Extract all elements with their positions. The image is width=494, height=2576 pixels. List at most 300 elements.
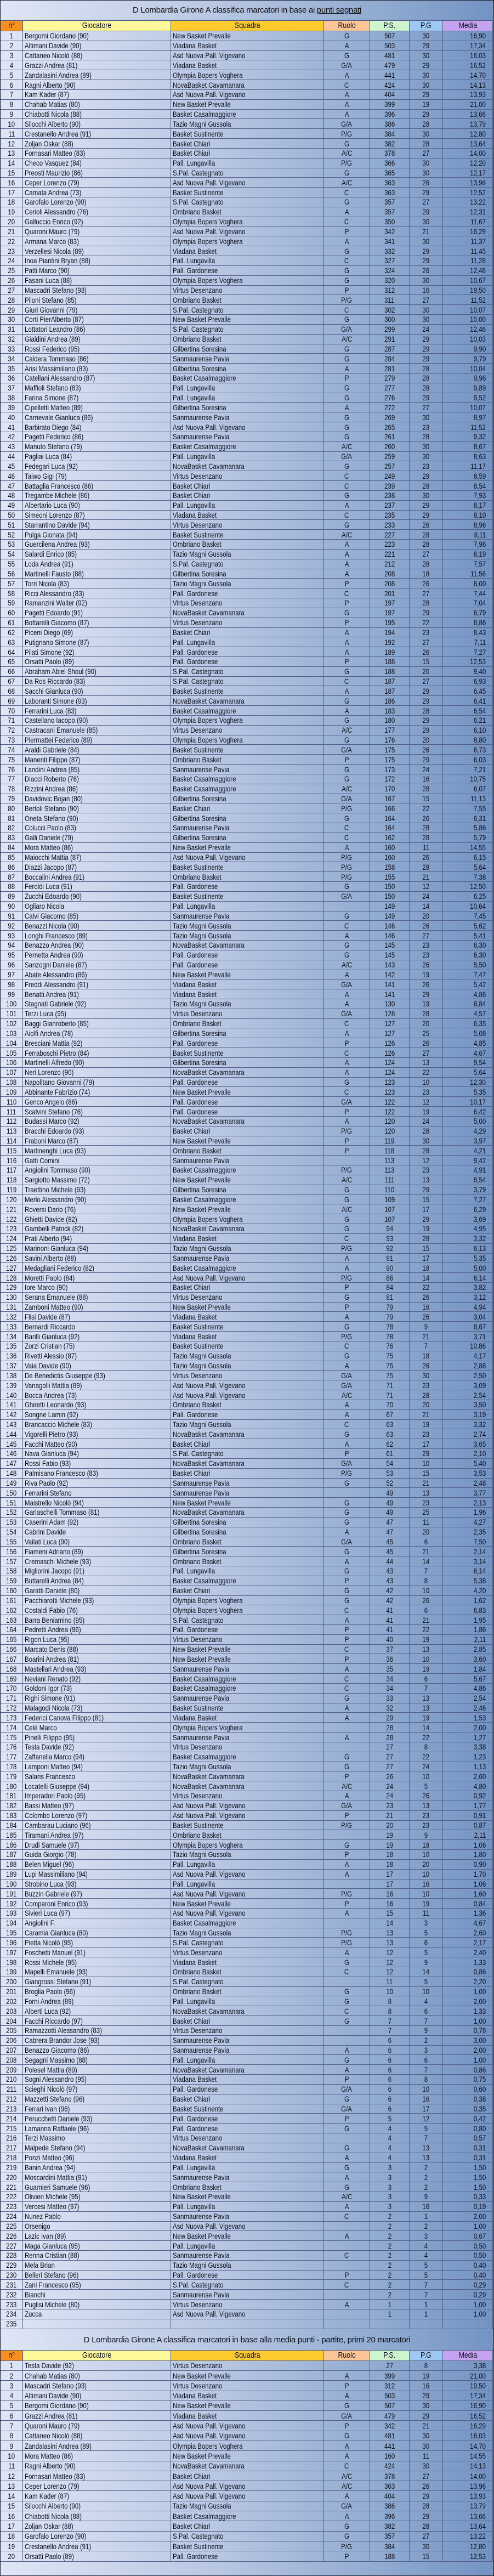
average-cell: 6,73	[443, 745, 493, 755]
team-cell: Tazio Magni Gussola	[171, 1419, 324, 1429]
games-cell: 29	[410, 41, 443, 50]
average-cell: 10,75	[443, 774, 493, 784]
rank-cell: 51	[1, 520, 23, 530]
points-cell: 75	[370, 1361, 410, 1371]
team-cell: NovaBasket Cavamanara	[171, 608, 324, 618]
points-cell: 37	[370, 1644, 410, 1654]
games-cell: 26	[410, 1595, 443, 1605]
team-cell: Ombriano Basket	[171, 540, 324, 550]
player-cell: Rossi Federico (95)	[23, 344, 171, 354]
average-cell: 1,13	[443, 1762, 493, 1771]
team-cell: NovaBasket Cavamanara	[171, 1458, 324, 1468]
rank-cell: 1	[1, 31, 23, 41]
games-cell: 27	[410, 403, 443, 412]
team-cell: Pall. Gardonese	[171, 2270, 324, 2280]
games-cell: 16	[410, 285, 443, 295]
points-cell: 167	[370, 794, 410, 803]
average-cell: 4,27	[443, 1517, 493, 1527]
games-cell: 24	[410, 1762, 443, 1771]
header-media: Media	[443, 2350, 493, 2360]
player-cell: Caldera Tommaso (86)	[23, 354, 171, 364]
player-cell: Torri Nicola (83)	[23, 579, 171, 588]
points-cell: 6	[370, 2065, 410, 2075]
games-cell: 19	[410, 1224, 443, 1234]
team-cell: Pall. Lungavilla	[171, 901, 324, 911]
role-cell: G	[324, 1194, 370, 1204]
points-cell: 2	[370, 2231, 410, 2241]
team-cell: Basket Sustinente	[171, 188, 324, 197]
points-cell: 384	[370, 129, 410, 139]
player-cell: Battaglia Francesco (86)	[23, 481, 171, 491]
games-cell: 29	[410, 334, 443, 344]
average-cell: 17,34	[443, 41, 493, 50]
header-ruolo: Ruolo	[324, 21, 370, 31]
team-cell: Asd Nuova Pall. Vigevano	[171, 2309, 324, 2319]
points-cell: 47	[370, 1527, 410, 1537]
average-cell: 10,86	[443, 1341, 493, 1351]
rank-cell: 136	[1, 1351, 23, 1361]
average-cell: 3,97	[443, 1136, 493, 1146]
games-cell: 19	[410, 999, 443, 1009]
role-cell: P/G	[324, 1468, 370, 1478]
team-cell: Olympia Bopers Voghera	[171, 1723, 324, 1733]
games-cell: 10	[410, 1869, 443, 1879]
team-cell: Basket Chiari	[171, 139, 324, 149]
team-cell: Basket Casalmaggiore	[171, 109, 324, 119]
team-cell: S.Pal. Castegnato	[171, 676, 324, 686]
games-cell: 30	[410, 80, 443, 90]
rank-cell: 226	[1, 2231, 23, 2241]
points-cell: 272	[370, 403, 410, 412]
role-cell: A	[324, 207, 370, 217]
player-cell: Garofalo Lorenzo (90)	[23, 2531, 171, 2541]
team-cell: Viadana Basket	[171, 2075, 324, 2085]
player-cell: Pacchiarotti Michele (93)	[23, 1595, 171, 1605]
player-cell: Crestanello Andrea (91)	[23, 2541, 171, 2551]
average-cell: 3,12	[443, 1292, 493, 1302]
average-cell: 14,13	[443, 80, 493, 90]
rank-cell: 199	[1, 1967, 23, 1977]
player-cell: Mora Matteo (86)	[23, 842, 171, 852]
team-cell: Pall. Lungavilla	[171, 1566, 324, 1576]
average-cell: 4,21	[443, 1146, 493, 1156]
player-cell: Crestanello Andrea (91)	[23, 129, 171, 139]
team-cell: Gilbertina Soresina	[171, 1547, 324, 1556]
games-cell: 7	[410, 1683, 443, 1693]
player-cell: Gatti Comini	[23, 1156, 171, 1165]
player-cell: Davidovic Bojan (80)	[23, 794, 171, 803]
points-cell: 363	[370, 188, 410, 197]
team-cell: Gilbertina Soresina	[171, 1057, 324, 1067]
player-cell: Gambelli Patrick (82)	[23, 1224, 171, 1234]
team-cell: Viadana Basket	[171, 246, 324, 256]
rank-cell: 19	[1, 2541, 23, 2551]
player-cell: Pilati Simone (92)	[23, 647, 171, 657]
role-cell: G	[324, 31, 370, 41]
role-cell: A/C	[324, 178, 370, 188]
games-cell: 15	[410, 1194, 443, 1204]
rank-cell: 67	[1, 676, 23, 686]
rank-cell: 121	[1, 1204, 23, 1214]
role-cell: P	[324, 1038, 370, 1048]
rank-cell: 44	[1, 451, 23, 461]
role-cell: P	[324, 1899, 370, 1909]
role-cell: A	[324, 236, 370, 246]
games-cell: 29	[410, 510, 443, 520]
games-cell: 14	[410, 901, 443, 911]
average-cell: 8,59	[443, 471, 493, 481]
rank-cell: 153	[1, 1517, 23, 1527]
team-cell: Pall. Lungavilla	[171, 158, 324, 168]
role-cell: G	[324, 246, 370, 256]
team-cell: Basket Chiari	[171, 627, 324, 637]
player-cell: Alberti Luca (92)	[23, 2006, 171, 2016]
role-cell: A	[324, 549, 370, 559]
role-cell: C	[324, 676, 370, 686]
team-cell: Olympia Bopers Voghera	[171, 236, 324, 246]
player-cell: Cipelletti Matteo (89)	[23, 403, 171, 412]
rank-cell: 13	[1, 2481, 23, 2491]
player-cell: Rigon Luca (95)	[23, 1634, 171, 1644]
table2-title: D Lombardia Girone A classifica marcatori in base alla media punti - partite, primi 20 marcatori	[0, 2329, 494, 2350]
rank-cell: 141	[1, 1400, 23, 1409]
points-cell: 16	[370, 1889, 410, 1899]
average-cell: 4,57	[443, 1009, 493, 1018]
points-cell: 21	[370, 1810, 410, 1820]
average-cell: 5,00	[443, 1263, 493, 1273]
rank-cell: 87	[1, 872, 23, 882]
games-cell: 8	[410, 1576, 443, 1586]
player-cell: Da Ros Riccardo (83)	[23, 676, 171, 686]
points-cell: 233	[370, 520, 410, 530]
team-cell: Basket Sustinente	[171, 862, 324, 872]
player-cell: Giangrossi Stefano (91)	[23, 1977, 171, 1986]
games-cell: 10	[410, 2084, 443, 2094]
average-cell: 11,67	[443, 217, 493, 227]
player-cell: Zoljan Oskar (88)	[23, 2521, 171, 2531]
average-cell: 6,25	[443, 891, 493, 901]
role-cell: P	[324, 1449, 370, 1459]
games-cell: 29	[410, 725, 443, 735]
points-cell: 175	[370, 745, 410, 755]
points-cell: 79	[370, 1302, 410, 1312]
player-cell: Prati Alberto (94)	[23, 1233, 171, 1243]
player-cell: Orsenigo	[23, 2221, 171, 2231]
player-cell: Belen Miguel (96)	[23, 1859, 171, 1869]
games-cell: 29	[410, 256, 443, 266]
average-cell: 10,17	[443, 1097, 493, 1107]
points-cell: 197	[370, 608, 410, 618]
team-cell: Pall. Gardonese	[171, 1077, 324, 1087]
average-cell: 5,35	[443, 1253, 493, 1263]
average-cell: 9,54	[443, 1057, 493, 1067]
player-cell: Lamponi Matteo (94)	[23, 1762, 171, 1771]
player-cell: Laboranti Simone (93)	[23, 696, 171, 706]
team-cell: Ombriano Basket	[171, 1830, 324, 1840]
average-cell: 12,53	[443, 2551, 493, 2561]
player-cell: Galluccio Enrico (92)	[23, 217, 171, 227]
rank-cell: 94	[1, 941, 23, 950]
team-cell: Tazio Magni Gussola	[171, 2501, 324, 2511]
team-cell: New Basket Prevalle	[171, 31, 324, 41]
average-cell: 1,80	[443, 1850, 493, 1860]
points-cell: 227	[370, 530, 410, 540]
points-cell: 386	[370, 119, 410, 129]
role-cell: A	[324, 364, 370, 373]
average-cell: 0,75	[443, 2075, 493, 2085]
player-cell: Camata Andrea (73)	[23, 188, 171, 197]
games-cell: 22	[410, 803, 443, 813]
role-cell: G	[324, 490, 370, 500]
role-cell: G/A	[324, 794, 370, 803]
points-cell: 507	[370, 2401, 410, 2410]
points-cell: 162	[370, 833, 410, 842]
team-cell: Asd Nuova Pall. Vigevano	[171, 1273, 324, 1283]
games-cell: 30	[410, 305, 443, 315]
average-cell: 9,79	[443, 354, 493, 364]
team-cell: New Basket Prevalle	[171, 842, 324, 852]
player-cell: Catellani Alessandro (87)	[23, 373, 171, 383]
average-cell: 11,13	[443, 794, 493, 803]
rank-cell: 78	[1, 784, 23, 794]
team-cell: NovaBasket Cavamanara	[171, 2065, 324, 2075]
points-cell: 124	[370, 1057, 410, 1067]
team-cell: Sanmaurense Pavia	[171, 1253, 324, 1263]
points-cell: 29	[370, 1713, 410, 1723]
points-cell: 365	[370, 168, 410, 178]
player-cell: Lupi Massimiliano (94)	[23, 1869, 171, 1879]
games-cell: 28	[410, 784, 443, 794]
rank-cell: 48	[1, 490, 23, 500]
points-cell: 19	[370, 1840, 410, 1850]
games-cell: 19	[410, 1899, 443, 1909]
points-cell: 197	[370, 598, 410, 608]
role-cell: G	[324, 1322, 370, 1332]
points-cell: 350	[370, 217, 410, 227]
role-cell: P	[324, 1624, 370, 1634]
rank-cell: 88	[1, 882, 23, 892]
rank-cell: 32	[1, 334, 23, 344]
rank-cell: 69	[1, 696, 23, 706]
role-cell: P/G	[324, 1165, 370, 1175]
rank-cell: 218	[1, 2153, 23, 2162]
team-cell: Asd Nuova Pall. Vigevano	[171, 2431, 324, 2441]
points-cell: 341	[370, 236, 410, 246]
games-cell: 29	[410, 471, 443, 481]
games-cell: 5	[410, 1977, 443, 1986]
points-cell: 41	[370, 1624, 410, 1634]
average-cell: 3,38	[443, 2360, 493, 2370]
average-cell: 3,04	[443, 1312, 493, 1322]
rank-cell: 138	[1, 1371, 23, 1380]
average-cell: 8,67	[443, 441, 493, 451]
team-cell: Olympia Bopers Voghera	[171, 275, 324, 285]
games-cell: 28	[410, 598, 443, 608]
games-cell: 19	[410, 1107, 443, 1117]
team-cell: Asd Nuova Pall. Vigevano	[171, 2481, 324, 2491]
team-cell: Pall. Gardonese	[171, 1097, 324, 1107]
average-cell: 9,32	[443, 432, 493, 441]
team-cell: Pall. Gardonese	[171, 2084, 324, 2094]
rank-cell: 81	[1, 813, 23, 823]
team-cell: Sanmaurense Pavia	[171, 2211, 324, 2221]
team-cell: NovaBasket Cavamanara	[171, 1224, 324, 1234]
points-cell: 424	[370, 2461, 410, 2471]
games-cell: 16	[410, 2201, 443, 2211]
rank-cell: 19	[1, 207, 23, 217]
role-cell: A	[324, 842, 370, 852]
points-cell: 441	[370, 2441, 410, 2450]
player-cell: Ferrari Ivan (96)	[23, 2104, 171, 2114]
team-cell: Ombriano Basket	[171, 1967, 324, 1977]
average-cell: 0,91	[443, 1810, 493, 1820]
role-cell: G/A	[324, 980, 370, 989]
rank-cell: 131	[1, 1302, 23, 1312]
team-cell: Ombriano Basket	[171, 872, 324, 882]
rank-cell: 207	[1, 2045, 23, 2055]
games-cell: 19	[410, 1419, 443, 1429]
points-cell: 357	[370, 197, 410, 207]
points-cell: 384	[370, 2541, 410, 2551]
role-cell: P/G	[324, 1889, 370, 1899]
rank-cell: 47	[1, 481, 23, 491]
role-cell: A	[324, 1791, 370, 1801]
role-cell: A	[324, 2201, 370, 2211]
player-cell: Garofalo Lorenzo (90)	[23, 197, 171, 207]
player-cell: Abate Alessandro (86)	[23, 970, 171, 980]
games-cell: 21	[410, 1478, 443, 1488]
role-cell: G/A	[324, 745, 370, 755]
player-cell: Zucchi Edoardo (90)	[23, 891, 171, 901]
rank-cell: 45	[1, 461, 23, 471]
team-cell: S.Pal. Castegnato	[171, 666, 324, 676]
rank-cell: 34	[1, 354, 23, 364]
role-cell: P/G	[324, 862, 370, 872]
team-cell: Tazio Magni Gussola	[171, 999, 324, 1009]
games-cell: 30	[410, 2401, 443, 2410]
points-cell: 382	[370, 2521, 410, 2531]
average-cell: 12,46	[443, 265, 493, 275]
games-cell: 26	[410, 1791, 443, 1801]
average-cell: 1,00	[443, 2016, 493, 2026]
player-cell: Facchi Matteo (90)	[23, 1439, 171, 1449]
role-cell: A	[324, 2391, 370, 2401]
player-cell: Mora Matteo (86)	[23, 2451, 171, 2461]
player-cell: Guida Giorgio (78)	[23, 1850, 171, 1860]
rank-cell: 213	[1, 2104, 23, 2114]
team-cell: Ombriano Basket	[171, 1556, 324, 1566]
player-cell: Facchi Riccardo (97)	[23, 2016, 171, 2026]
player-cell: Vanagolli Mattia (89)	[23, 1380, 171, 1390]
games-cell: 10	[410, 1986, 443, 1996]
rank-cell: 20	[1, 2551, 23, 2561]
points-cell: 75	[370, 1351, 410, 1361]
average-cell: 2,74	[443, 1429, 493, 1439]
games-cell: 10	[410, 1654, 443, 1664]
role-cell: G	[324, 412, 370, 422]
role-cell: G	[324, 1986, 370, 1996]
average-cell: 13,93	[443, 89, 493, 99]
role-cell: C	[324, 823, 370, 833]
points-cell: 2	[370, 2280, 410, 2290]
role-cell: G	[324, 2016, 370, 2026]
role-cell: P/G	[324, 1820, 370, 1830]
rank-cell: 17	[1, 2521, 23, 2531]
games-cell: 11	[410, 1517, 443, 1527]
average-cell: 1,33	[443, 2006, 493, 2016]
player-cell: Cerioli Alessandro (76)	[23, 207, 171, 217]
team-cell: Ombriano Basket	[171, 207, 324, 217]
games-cell: 29	[410, 2511, 443, 2521]
average-cell: 4,67	[443, 1048, 493, 1058]
points-cell: 127	[370, 1028, 410, 1038]
rank-cell: 6	[1, 80, 23, 90]
player-cell: Cremaschi Michele (93)	[23, 1556, 171, 1566]
average-cell: 16,03	[443, 50, 493, 60]
team-cell: New Basket Prevalle	[171, 1204, 324, 1214]
average-cell: 4,94	[443, 1302, 493, 1312]
points-cell: 507	[370, 31, 410, 41]
games-cell: 9	[410, 1322, 443, 1332]
player-cell: Castellano Iacopo (90)	[23, 715, 171, 725]
role-cell: A/C	[324, 530, 370, 540]
rank-cell: 197	[1, 1947, 23, 1957]
role-cell: G	[324, 168, 370, 178]
role-cell: G	[324, 2401, 370, 2410]
player-cell: Marcato Denis (88)	[23, 1644, 171, 1654]
average-cell: 0,86	[443, 2065, 493, 2075]
average-cell: 3,82	[443, 1283, 493, 1293]
team-cell: Basket Chiari	[171, 2016, 324, 2026]
rank-cell: 106	[1, 1057, 23, 1067]
rank-cell: 157	[1, 1556, 23, 1566]
games-cell: 30	[410, 451, 443, 461]
team-cell: Pall. Gardonese	[171, 1038, 324, 1048]
average-cell: 0,33	[443, 2192, 493, 2202]
team-cell: Virtus Desenzano	[171, 1009, 324, 1018]
games-cell: 19	[410, 99, 443, 109]
average-cell: 16,29	[443, 227, 493, 236]
games-cell: 26	[410, 921, 443, 931]
average-cell: 16,52	[443, 60, 493, 70]
player-cell: Serana Emanuele (88)	[23, 1292, 171, 1302]
average-cell: 3,50	[443, 1400, 493, 1409]
role-cell: G	[324, 2162, 370, 2172]
role-cell: G	[324, 354, 370, 364]
player-cell: Sivieri Luca (97)	[23, 1909, 171, 1918]
average-cell: 9,40	[443, 666, 493, 676]
role-cell: G/A	[324, 119, 370, 129]
average-cell: 7,93	[443, 490, 493, 500]
points-cell: 188	[370, 657, 410, 667]
role-cell: A	[324, 540, 370, 550]
role-cell: G/A	[324, 1458, 370, 1468]
rank-cell: 115	[1, 1146, 23, 1156]
player-cell: Silocchi Alberto (90)	[23, 2501, 171, 2511]
games-cell: 17	[410, 1204, 443, 1214]
rank-cell: 151	[1, 1498, 23, 1508]
player-cell: Albertario Luca (90)	[23, 500, 171, 510]
games-cell: 9	[410, 1830, 443, 1840]
team-cell: Sanmaurense Pavia	[171, 1156, 324, 1165]
player-cell: Boccalini Andrea (91)	[23, 872, 171, 882]
rank-cell: 22	[1, 236, 23, 246]
role-cell: G	[324, 765, 370, 774]
team-cell: Basket Chiari	[171, 1586, 324, 1595]
player-cell: Castracani Emanuele (85)	[23, 725, 171, 735]
rank-cell: 155	[1, 1537, 23, 1547]
rank-cell: 172	[1, 1703, 23, 1713]
